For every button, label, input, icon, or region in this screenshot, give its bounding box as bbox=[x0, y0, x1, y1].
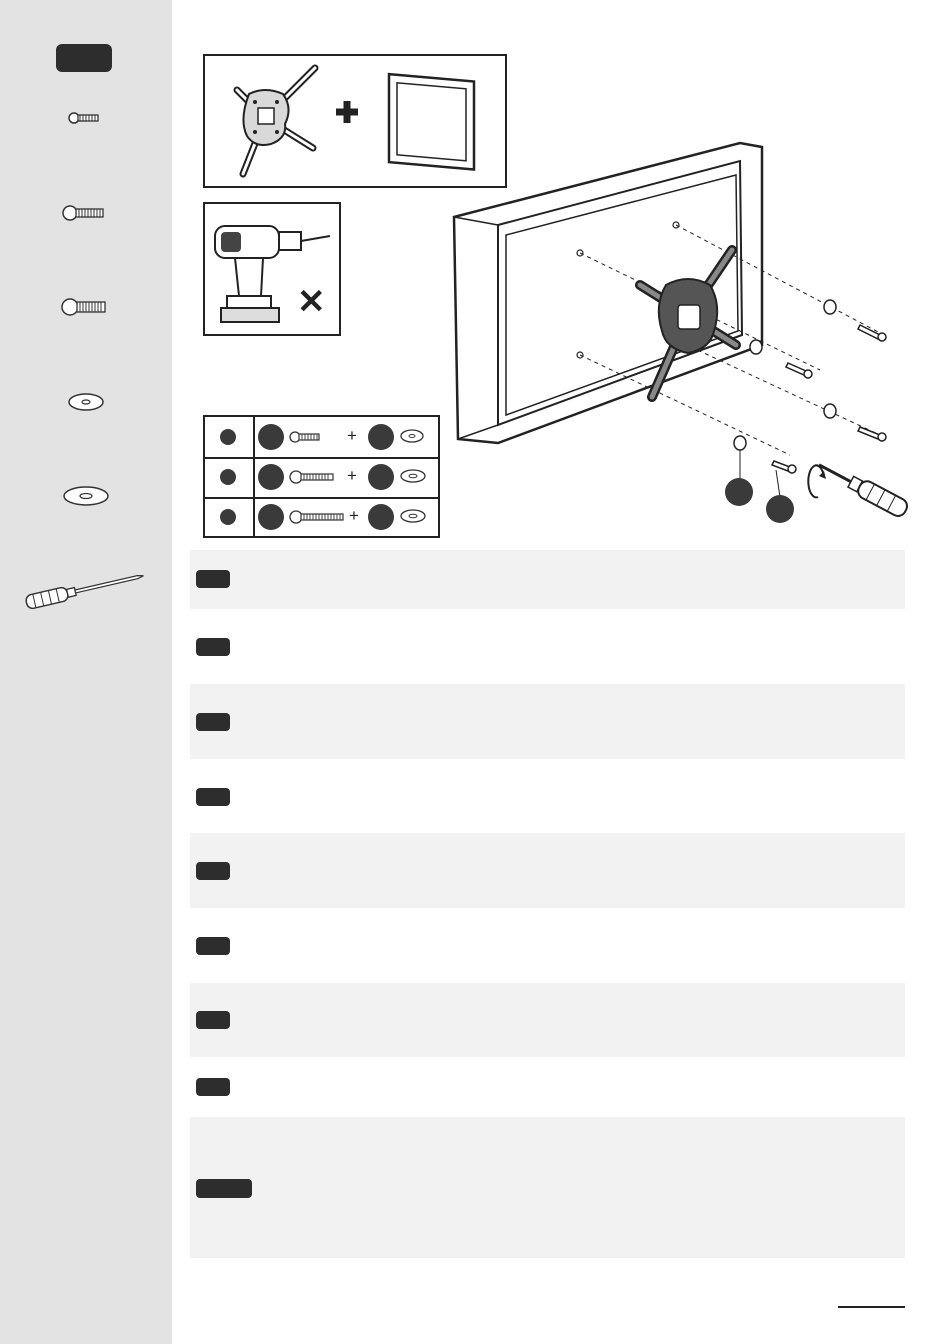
washer-ref-badge bbox=[368, 424, 394, 450]
language-badge bbox=[196, 570, 230, 588]
language-badge bbox=[196, 862, 230, 880]
footer-rule bbox=[838, 1306, 905, 1308]
plus-sign: + bbox=[347, 466, 357, 485]
parts-sidebar bbox=[0, 0, 172, 1344]
screw-ref-badge bbox=[258, 504, 284, 530]
step-badge bbox=[56, 44, 112, 72]
plus-sign: + bbox=[349, 506, 359, 525]
no-power-drill-panel bbox=[203, 202, 341, 336]
medium-screw-icon bbox=[0, 203, 172, 223]
instruction-row bbox=[190, 1057, 905, 1117]
legend-row bbox=[205, 457, 438, 499]
legend-row-number bbox=[220, 509, 236, 525]
instruction-row bbox=[190, 908, 905, 983]
instruction-row bbox=[190, 609, 905, 684]
language-badge bbox=[196, 788, 230, 806]
small-screw-icon bbox=[0, 110, 172, 126]
instruction-row bbox=[190, 684, 905, 759]
large-washer-icon bbox=[399, 508, 427, 524]
language-badge bbox=[196, 1179, 252, 1198]
small-washer-icon bbox=[0, 391, 172, 413]
language-badge bbox=[196, 1078, 230, 1096]
plus-sign: + bbox=[347, 426, 357, 445]
legend-row-number bbox=[220, 469, 236, 485]
small-screw-icon bbox=[289, 429, 323, 445]
language-badge bbox=[196, 937, 230, 955]
language-badge bbox=[196, 1011, 230, 1029]
instruction-row bbox=[190, 550, 905, 609]
screw-ref-badge bbox=[258, 464, 284, 490]
legend-row bbox=[205, 497, 438, 537]
instruction-row bbox=[190, 759, 905, 833]
language-badge bbox=[196, 638, 230, 656]
instruction-row bbox=[190, 983, 905, 1057]
screwdriver-icon bbox=[0, 568, 172, 610]
tv-mounting-illustration bbox=[440, 135, 910, 545]
large-washer-icon bbox=[399, 468, 427, 484]
legend-row-number bbox=[220, 429, 236, 445]
screw-callout bbox=[766, 495, 794, 523]
screw-washer-legend bbox=[203, 415, 440, 538]
small-washer-icon bbox=[399, 428, 425, 444]
washer-callout bbox=[725, 478, 753, 506]
language-badge bbox=[196, 713, 230, 731]
medium-screw-icon bbox=[289, 468, 337, 486]
prohibited-mark-icon: ✕ bbox=[297, 283, 326, 321]
washer-ref-badge bbox=[368, 464, 394, 490]
large-screw-icon bbox=[289, 508, 347, 526]
washer-ref-badge bbox=[368, 504, 394, 530]
instruction-row bbox=[190, 1117, 905, 1258]
large-screw-icon bbox=[0, 295, 172, 319]
instruction-row bbox=[190, 833, 905, 908]
legend-row bbox=[205, 417, 438, 459]
screw-ref-badge bbox=[258, 424, 284, 450]
large-washer-icon bbox=[0, 484, 172, 508]
